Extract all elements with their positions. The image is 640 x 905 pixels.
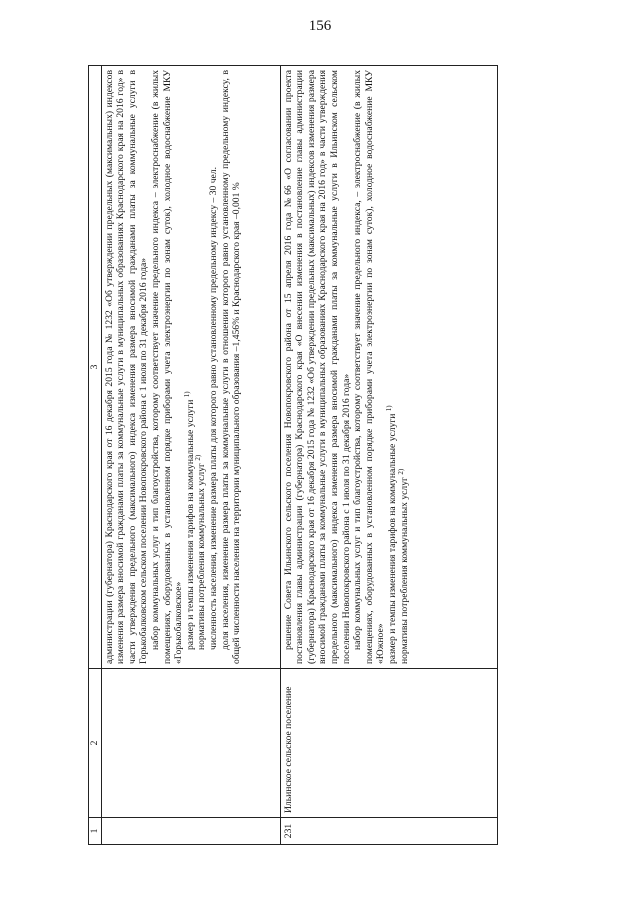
paragraph-population: численность населения, изменение размера платы для которого равно установленному предельному индексу – 30 чел. bbox=[207, 167, 219, 650]
row-details bbox=[101, 66, 280, 669]
row-number bbox=[101, 818, 280, 845]
row-number: 231 bbox=[280, 818, 497, 845]
footnote-marker: 1) bbox=[384, 405, 393, 412]
norms-text: нормативы потребления коммунальных услуг bbox=[398, 477, 410, 664]
tariffs-text: размер и темпы изменения тарифов на коммунальные услуги bbox=[386, 413, 398, 664]
paragraph-norms bbox=[396, 70, 411, 664]
paragraph-tariffs bbox=[182, 70, 197, 664]
header-col-1: 1 bbox=[89, 818, 102, 845]
table-row bbox=[101, 66, 280, 845]
header-col-3: 3 bbox=[89, 66, 102, 669]
page-number: 156 bbox=[308, 18, 332, 34]
header-col-2: 2 bbox=[89, 669, 102, 818]
paragraph-decision: администрации (губернатора) Краснодарского края от 16 декабря 2015 года № 1232 «Об утверждении предельных (максимальных) индексов изменения размера вносимой гражданами платы за коммунальные услуги в муниципальных образованиях Краснодарского края на 2016 год» в части утверждения предельного (максимального) индекса изменения размера вносимой гражданами платы за коммунальные услуги в Горькобалковском сельском поселении Новопокровского района с 1 июля по 31 декабря 2016 года» bbox=[103, 70, 150, 664]
row-details bbox=[280, 66, 497, 669]
paragraph-services: набор коммунальных услуг и тип благоустройства, которому соответствует значение предельного индекса, – электроснабжение (в жилых помещениях, оборудованных в установленном порядке приборами учета электроэнергии по зонам суток), холодное водоснабжение МКУ «Южное» bbox=[352, 70, 387, 664]
paragraph-norms bbox=[196, 70, 208, 664]
footnote-marker: 2) bbox=[396, 468, 405, 475]
table-row bbox=[280, 66, 497, 845]
paragraph-services: набор коммунальных услуг и тип благоустройства, которому соответствует значение предельного индекса – электроснабжение (в жилых помещениях, оборудованных в установленном порядке приборами учета электроэнергии по зонам суток), холодное водоснабжение МКУ «Горькобалковское» bbox=[149, 70, 185, 664]
footnote-marker: 2) bbox=[194, 454, 203, 461]
tariffs-text: размер и темпы изменения тарифов на коммунальные услуги bbox=[184, 399, 196, 650]
norms-text: нормативы потребления коммунальных услуг bbox=[196, 463, 208, 650]
table-header-row bbox=[89, 66, 102, 845]
paragraph-tariffs bbox=[384, 70, 399, 664]
settlement-name bbox=[101, 669, 280, 818]
paragraph-decision: решение Совета Ильинского сельского поселения Новопокровского района от 15 апреля 2016 года №66 «О согласовании проекта постановления главы администрации (губернатора) Краснодарского края «О внесении изменения в постановление главы администрации (губернатора) Краснодарского края от 16 декабря 2015 года № 1232 «Об утверждении предельных (максимальных) индексов изменения размера вносимой гражданами платы за коммунальные услуги в муниципальных образованиях Краснодарского края на 2016 год» в части утверждения предельного (максимального) индекса изменения размера вносимой гражданами платы за коммунальные услуги в Ильинском сельском поселении Новопокровского района с 1 июля по 31 декабря 2016 года» bbox=[282, 70, 352, 664]
footnote-marker: 1) bbox=[182, 391, 191, 398]
settlement-name: Ильинское сельское поселение bbox=[280, 669, 497, 818]
rotated-table-container bbox=[88, 65, 488, 845]
paragraph-population-share: доля населения, изменение размера платы за коммунальные услуги в отношении которого равно установленному предельному индексу, в общей численности населения на территории муниципального образования –1,456% и Краснодарского края –0,001 % bbox=[219, 70, 243, 664]
document-table bbox=[88, 65, 498, 845]
